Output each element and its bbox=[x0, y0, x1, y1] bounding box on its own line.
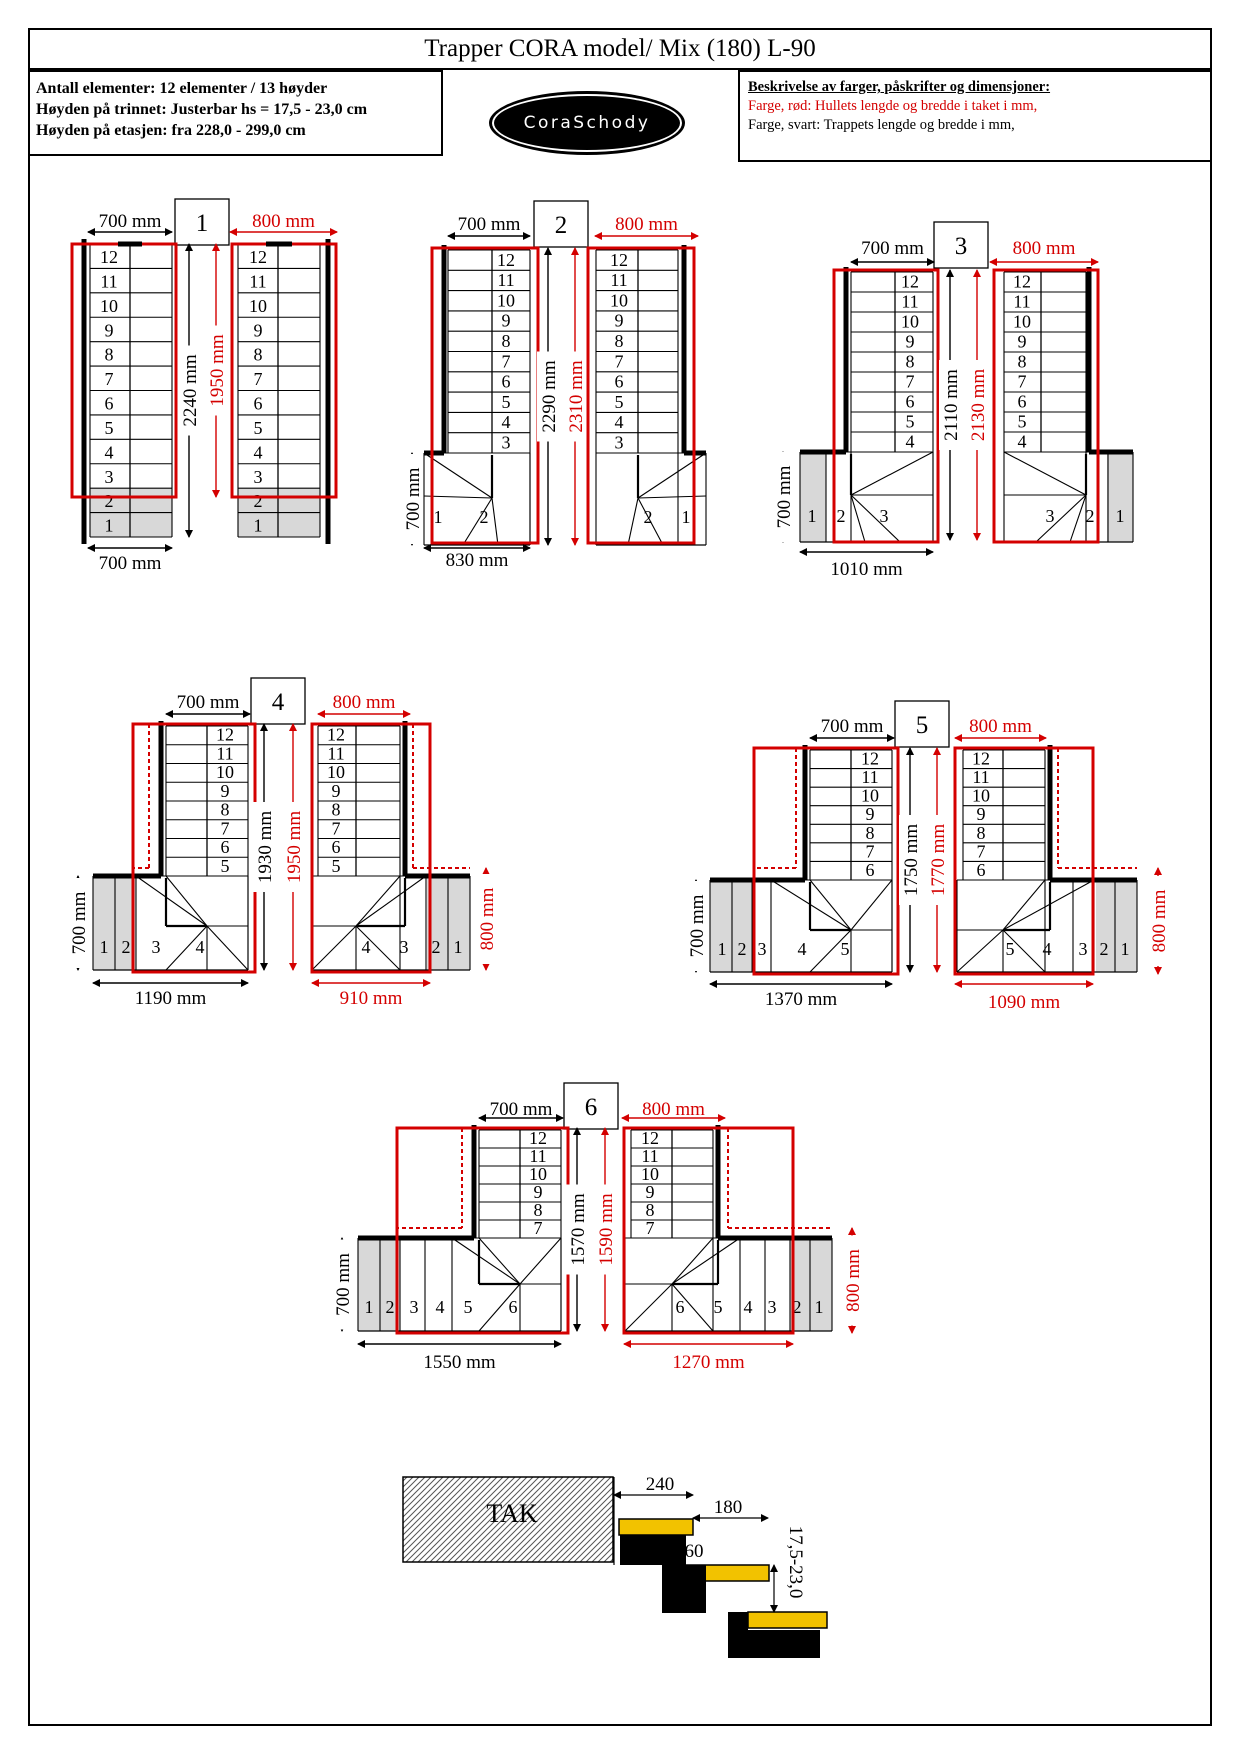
undefined-step-10: 10 bbox=[861, 785, 879, 806]
undefined-step-10: 10 bbox=[216, 762, 234, 783]
v1-right-step-11: 11 bbox=[249, 271, 267, 292]
v4-base-width-label: 1190 mm bbox=[134, 988, 207, 1009]
undefined-step-11: 11 bbox=[610, 270, 628, 291]
undefined-grey bbox=[1107, 452, 1133, 542]
undefined-step-7: 7 bbox=[865, 841, 875, 862]
undefined-step-3: 3 bbox=[757, 939, 767, 959]
v3-stair-width-label: 700 mm bbox=[861, 238, 924, 259]
undefined-step-2: 2 bbox=[1099, 939, 1109, 959]
legend-heading: Beskrivelse av farger, påskrifter og dimensjoner: bbox=[748, 79, 1051, 95]
undefined-step-12: 12 bbox=[901, 271, 919, 292]
v5-base-width-label: 1370 mm bbox=[764, 989, 838, 1010]
undefined-step-2: 2 bbox=[121, 937, 131, 957]
v1-left-step-1: 1 bbox=[104, 515, 114, 536]
undefined-step-7: 7 bbox=[976, 841, 986, 862]
undefined-step-7: 7 bbox=[905, 371, 915, 392]
legend-red: Farge, rød: Hullets lengde og bredde i taket i mm, bbox=[748, 98, 1038, 114]
undefined-step-1: 1 bbox=[1115, 506, 1125, 526]
v6-side-height-label: 700 mm bbox=[333, 1253, 354, 1316]
v1-left-step-11: 11 bbox=[100, 271, 118, 292]
step-detail bbox=[403, 1474, 827, 1658]
undefined-step-2: 2 bbox=[479, 507, 489, 527]
undefined-step-8: 8 bbox=[614, 331, 624, 352]
undefined-step-1: 1 bbox=[453, 937, 463, 957]
undefined-step-3: 3 bbox=[409, 1297, 419, 1317]
riser-1 bbox=[620, 1535, 686, 1565]
v1-right-step-6: 6 bbox=[253, 393, 263, 414]
undefined-step-3: 3 bbox=[879, 506, 889, 526]
variant-1-number-text: 1 bbox=[195, 210, 209, 237]
tread-1 bbox=[619, 1519, 693, 1535]
undefined-step-9: 9 bbox=[645, 1182, 655, 1203]
undefined-step-5: 5 bbox=[1017, 411, 1027, 432]
specs-elements: Antall elementer: 12 elementer / 13 høyder bbox=[36, 80, 328, 97]
undefined-step-12: 12 bbox=[610, 249, 628, 270]
undefined-step-6: 6 bbox=[614, 371, 624, 392]
v1-right-step-5: 5 bbox=[253, 417, 263, 438]
undefined-step-6: 6 bbox=[508, 1297, 518, 1317]
v3-base-width-label: 1010 mm bbox=[830, 559, 903, 580]
v5-hole-length-label: 1770 mm bbox=[928, 823, 949, 897]
v1-right-step-9: 9 bbox=[253, 320, 263, 341]
undefined-step-3: 3 bbox=[151, 937, 161, 957]
v1-left-step-7: 7 bbox=[104, 369, 114, 390]
undefined-step-5: 5 bbox=[463, 1297, 473, 1317]
undefined-step-10: 10 bbox=[327, 762, 345, 783]
undefined-step-12: 12 bbox=[641, 1128, 659, 1149]
dim-rise: 17,5-23,0 bbox=[785, 1525, 806, 1599]
undefined-step-11: 11 bbox=[529, 1146, 547, 1167]
undefined-step-4: 4 bbox=[361, 937, 371, 957]
undefined-step-8: 8 bbox=[1017, 351, 1027, 372]
undefined-grey bbox=[358, 1238, 400, 1331]
undefined-step-11: 11 bbox=[1013, 291, 1031, 312]
undefined-step-5: 5 bbox=[501, 391, 511, 412]
undefined-step-5: 5 bbox=[1005, 939, 1015, 959]
undefined-step-2: 2 bbox=[431, 937, 441, 957]
variant-4-number-text: 4 bbox=[271, 689, 285, 716]
undefined-step-9: 9 bbox=[1017, 331, 1027, 352]
undefined-step-7: 7 bbox=[533, 1218, 543, 1239]
v1-left-step-8: 8 bbox=[104, 344, 114, 365]
variant-5-number-text: 5 bbox=[915, 712, 929, 739]
undefined-step-10: 10 bbox=[610, 290, 628, 311]
undefined-step-10: 10 bbox=[497, 290, 515, 311]
undefined-step-11: 11 bbox=[972, 767, 990, 788]
undefined-step-9: 9 bbox=[501, 310, 511, 331]
page-title: Trapper CORA model/ Mix (180) L-90 bbox=[28, 28, 1212, 70]
v6-stair-width-label: 700 mm bbox=[489, 1099, 553, 1120]
undefined-step-10: 10 bbox=[972, 785, 990, 806]
undefined-step-11: 11 bbox=[497, 270, 515, 291]
undefined-step-3: 3 bbox=[1078, 939, 1088, 959]
v1-left-step-12: 12 bbox=[100, 247, 118, 268]
undefined-step-4: 4 bbox=[1042, 939, 1052, 959]
v5-hole-base-label: 1090 mm bbox=[987, 992, 1061, 1013]
undefined-step-5: 5 bbox=[614, 391, 624, 412]
v1-stair-width-label: 700 mm bbox=[98, 211, 162, 232]
undefined-step-11: 11 bbox=[327, 743, 345, 764]
undefined-step-10: 10 bbox=[529, 1164, 547, 1185]
undefined-step-4: 4 bbox=[743, 1297, 753, 1317]
v3-side-height-label: 700 mm bbox=[774, 465, 795, 529]
v4-stair-length-label: 1930 mm bbox=[255, 810, 276, 884]
undefined-step-4: 4 bbox=[195, 937, 205, 957]
ceiling-label: TAK bbox=[486, 1499, 538, 1528]
dim-60: 60 bbox=[684, 1541, 704, 1562]
undefined-step-2: 2 bbox=[1085, 506, 1095, 526]
v2-base-width-label: 830 mm bbox=[445, 550, 509, 571]
undefined-grey bbox=[790, 1238, 832, 1331]
undefined-step-6: 6 bbox=[1017, 391, 1027, 412]
undefined-step-12: 12 bbox=[1013, 271, 1031, 292]
undefined-step-3: 3 bbox=[767, 1297, 777, 1317]
undefined-step-1: 1 bbox=[433, 507, 443, 527]
v1-left-step-10: 10 bbox=[100, 295, 118, 316]
undefined-base bbox=[424, 453, 530, 545]
undefined-base bbox=[596, 453, 706, 545]
v1-stair-length-label: 2240 mm bbox=[180, 354, 201, 427]
undefined-step-9: 9 bbox=[865, 804, 875, 825]
v1-right-step-1: 1 bbox=[253, 515, 263, 536]
v1-right-step-12: 12 bbox=[249, 247, 267, 268]
dim-180: 180 bbox=[713, 1497, 743, 1518]
undefined-step-6: 6 bbox=[865, 859, 875, 880]
variant-1 bbox=[72, 199, 337, 574]
v4-hole-length-label: 1950 mm bbox=[284, 810, 305, 884]
undefined-step-1: 1 bbox=[99, 937, 109, 957]
undefined-step-5: 5 bbox=[905, 411, 915, 432]
undefined-step-12: 12 bbox=[327, 724, 345, 745]
undefined-step-1: 1 bbox=[681, 507, 691, 527]
variant-3-number-text: 3 bbox=[954, 233, 968, 260]
v5-stair-length-label: 1750 mm bbox=[901, 823, 922, 897]
v1-left-step-9: 9 bbox=[104, 320, 114, 341]
undefined-step-2: 2 bbox=[385, 1297, 395, 1317]
riser-3b bbox=[748, 1630, 820, 1658]
v2-stair-width-label: 700 mm bbox=[457, 214, 521, 235]
undefined-step-1: 1 bbox=[814, 1297, 824, 1317]
v2-side-height-label: 700 mm bbox=[403, 467, 424, 531]
undefined-step-6: 6 bbox=[905, 391, 915, 412]
undefined-step-6: 6 bbox=[976, 859, 986, 880]
undefined-step-7: 7 bbox=[331, 818, 341, 839]
variant-3 bbox=[772, 222, 1133, 580]
undefined-step-7: 7 bbox=[614, 351, 624, 372]
v4-side-height-label: 700 mm bbox=[69, 891, 90, 955]
v1-right-step-8: 8 bbox=[253, 344, 263, 365]
v1-hole-length-label: 1950 mm bbox=[207, 334, 228, 407]
variant-2-number-text: 2 bbox=[554, 212, 568, 239]
v1-base-width-label: 700 mm bbox=[98, 553, 162, 574]
undefined-step-3: 3 bbox=[614, 432, 624, 453]
undefined-step-4: 4 bbox=[1017, 431, 1027, 452]
undefined-step-5: 5 bbox=[713, 1297, 723, 1317]
v6-hole-side-label: 800 mm bbox=[843, 1249, 864, 1312]
tread-3 bbox=[748, 1612, 827, 1628]
undefined-step-7: 7 bbox=[220, 818, 230, 839]
v6-hole-base-label: 1270 mm bbox=[672, 1352, 745, 1373]
variant-5 bbox=[685, 701, 1170, 1013]
legend-black: Farge, svart: Trappets lengde og bredde i mm, bbox=[748, 117, 1015, 133]
undefined-step-12: 12 bbox=[972, 748, 990, 769]
undefined-step-5: 5 bbox=[220, 855, 230, 876]
undefined-step-6: 6 bbox=[501, 371, 511, 392]
undefined-step-7: 7 bbox=[1017, 371, 1027, 392]
undefined-step-8: 8 bbox=[865, 822, 875, 843]
v4-stair-width-label: 700 mm bbox=[176, 692, 240, 713]
v4-hole-side-label: 800 mm bbox=[477, 887, 498, 951]
dim-240: 240 bbox=[645, 1474, 675, 1495]
undefined-step-5: 5 bbox=[840, 939, 850, 959]
undefined-step-1: 1 bbox=[364, 1297, 374, 1317]
v1-right-step-4: 4 bbox=[253, 442, 263, 463]
v1-right-step-2: 2 bbox=[253, 491, 263, 512]
undefined-step-1: 1 bbox=[1120, 939, 1130, 959]
undefined-step-8: 8 bbox=[645, 1200, 655, 1221]
riser-3 bbox=[728, 1612, 748, 1658]
undefined-step-6: 6 bbox=[675, 1297, 685, 1317]
undefined-step-2: 2 bbox=[643, 507, 653, 527]
v1-left-step-5: 5 bbox=[104, 417, 114, 438]
v1-right-step-7: 7 bbox=[253, 369, 263, 390]
undefined-step-11: 11 bbox=[861, 767, 879, 788]
undefined-step-9: 9 bbox=[614, 310, 624, 331]
undefined-step-8: 8 bbox=[976, 822, 986, 843]
undefined-step-12: 12 bbox=[861, 748, 879, 769]
variant-4 bbox=[67, 678, 498, 1009]
undefined-step-2: 2 bbox=[737, 939, 747, 959]
undefined-step-6: 6 bbox=[220, 837, 230, 858]
v6-hole-width-label: 800 mm bbox=[642, 1099, 705, 1120]
undefined-step-4: 4 bbox=[614, 412, 624, 433]
v6-base-width-label: 1550 mm bbox=[423, 1352, 496, 1373]
v1-hole-left bbox=[72, 244, 176, 497]
undefined-step-12: 12 bbox=[497, 249, 515, 270]
v3-hole-length-label: 2130 mm bbox=[968, 368, 989, 442]
undefined-step-11: 11 bbox=[901, 291, 919, 312]
undefined-step-11: 11 bbox=[641, 1146, 659, 1167]
undefined-step-11: 11 bbox=[216, 743, 234, 764]
undefined-step-3: 3 bbox=[501, 432, 511, 453]
v1-hole-width-label: 800 mm bbox=[252, 211, 315, 232]
v4-hole-base-label: 910 mm bbox=[339, 988, 403, 1009]
undefined-step-9: 9 bbox=[976, 804, 986, 825]
v1-right-step-3: 3 bbox=[253, 466, 263, 487]
undefined-step-10: 10 bbox=[1013, 311, 1031, 332]
v6-hole-length-label: 1590 mm bbox=[596, 1193, 617, 1266]
undefined-step-8: 8 bbox=[331, 799, 341, 820]
v1-left-step-3: 3 bbox=[104, 466, 114, 487]
undefined-step-5: 5 bbox=[331, 855, 341, 876]
undefined-step-9: 9 bbox=[905, 331, 915, 352]
undefined-step-9: 9 bbox=[220, 780, 230, 801]
variant-2 bbox=[401, 201, 706, 571]
undefined-step-9: 9 bbox=[331, 780, 341, 801]
v5-hole-width-label: 800 mm bbox=[969, 716, 1032, 737]
undefined-step-12: 12 bbox=[529, 1128, 547, 1149]
undefined-grey bbox=[800, 452, 826, 542]
undefined-step-6: 6 bbox=[331, 837, 341, 858]
undefined-step-7: 7 bbox=[645, 1218, 655, 1239]
undefined-step-7: 7 bbox=[501, 351, 511, 372]
v1-right-step-10: 10 bbox=[249, 295, 267, 316]
undefined-step-12: 12 bbox=[216, 724, 234, 745]
v1-left-step-4: 4 bbox=[104, 442, 114, 463]
undefined-step-1: 1 bbox=[807, 506, 817, 526]
v5-stair-width-label: 700 mm bbox=[820, 716, 884, 737]
undefined-step-9: 9 bbox=[533, 1182, 543, 1203]
v4-hole-width-label: 800 mm bbox=[332, 692, 396, 713]
undefined-step-3: 3 bbox=[399, 937, 409, 957]
undefined-step-4: 4 bbox=[501, 412, 511, 433]
undefined-step-8: 8 bbox=[501, 331, 511, 352]
undefined-step-10: 10 bbox=[901, 311, 919, 332]
riser-2 bbox=[662, 1565, 706, 1613]
v2-hole-width-label: 800 mm bbox=[615, 214, 678, 235]
v1-left-step-6: 6 bbox=[104, 393, 114, 414]
v5-hole-side-label: 800 mm bbox=[1149, 889, 1170, 953]
undefined-step-8: 8 bbox=[533, 1200, 543, 1221]
v3-hole-width-label: 800 mm bbox=[1012, 238, 1076, 259]
undefined-step-1: 1 bbox=[717, 939, 727, 959]
v1-left-step-2: 2 bbox=[104, 491, 114, 512]
undefined-step-10: 10 bbox=[641, 1164, 659, 1185]
v5-side-height-label: 700 mm bbox=[687, 894, 708, 958]
v6-stair-length-label: 1570 mm bbox=[568, 1193, 589, 1266]
undefined-step-3: 3 bbox=[1045, 506, 1055, 526]
coraschody-logo: CoraSchody bbox=[492, 94, 682, 152]
undefined-step-8: 8 bbox=[905, 351, 915, 372]
undefined-step-4: 4 bbox=[797, 939, 807, 959]
specs-step-height: Høyden på trinnet: Justerbar hs = 17,5 - 23,0 cm bbox=[36, 101, 368, 118]
v2-stair-length-label: 2290 mm bbox=[539, 360, 560, 433]
undefined-step-4: 4 bbox=[435, 1297, 445, 1317]
v2-hole-length-label: 2310 mm bbox=[566, 360, 587, 433]
variant-6 bbox=[331, 1083, 864, 1373]
undefined-step-8: 8 bbox=[220, 799, 230, 820]
specs-floor-height: Høyden på etasjen: fra 228,0 - 299,0 cm bbox=[36, 122, 306, 139]
undefined-step-2: 2 bbox=[792, 1297, 802, 1317]
variant-6-number-text: 6 bbox=[584, 1094, 598, 1121]
undefined-step-2: 2 bbox=[836, 506, 846, 526]
v3-stair-length-label: 2110 mm bbox=[941, 369, 962, 441]
undefined-step-4: 4 bbox=[905, 431, 915, 452]
